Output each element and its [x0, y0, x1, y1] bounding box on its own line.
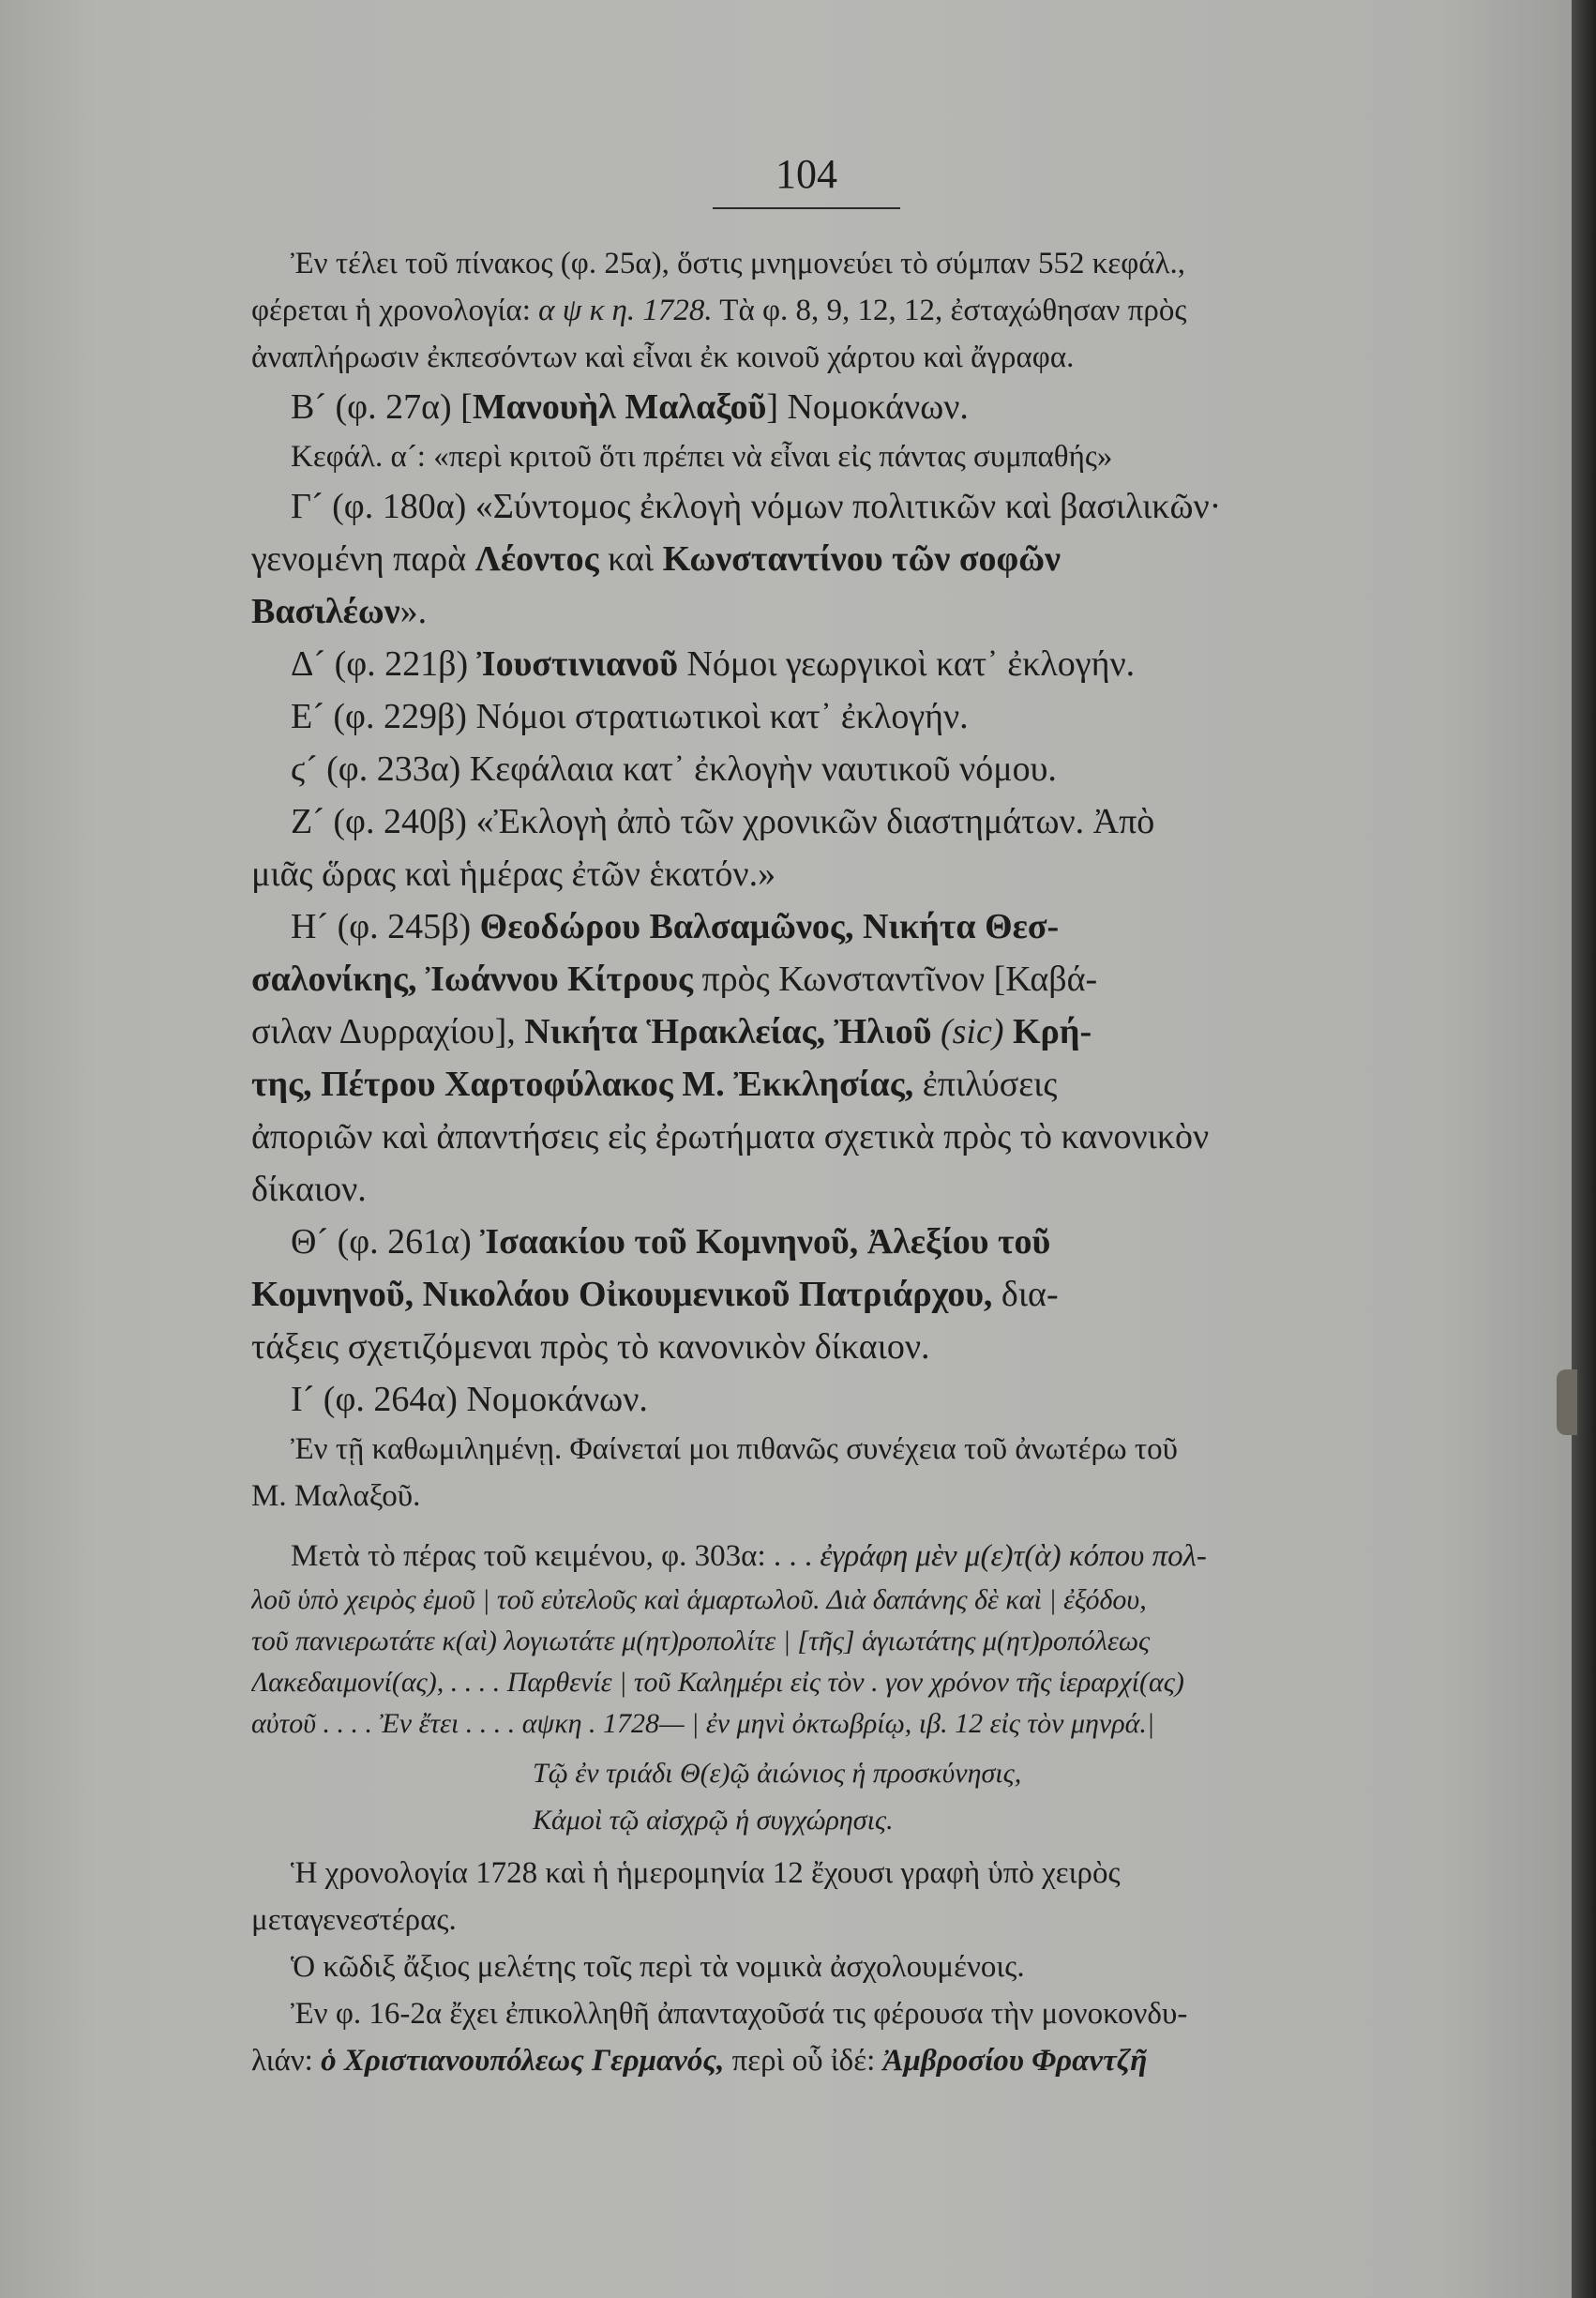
text-run: Ζ´ (φ. 240β) «Ἐκλογὴ ἀπὸ τῶν χρονικῶν διαστημάτων. Ἀπὸ — [291, 802, 1155, 841]
paragraph-gap — [251, 1519, 1373, 1533]
text-run: Μετὰ τὸ πέρας τοῦ κειμένου, φ. 303α: . . . — [291, 1539, 821, 1573]
text-line — [251, 1426, 1373, 1473]
text-line — [251, 900, 1373, 953]
text-run: Νικήτα Ἡρακλείας, Ἠλιοῦ — [524, 1012, 941, 1051]
text-run: τοῦ πανιερωτάτε κ(αὶ) λογιωτάτε μ(ητ)ροπολίτε | [τῆς] ἁγιωτάτης μ(ητ)ροπόλεως — [251, 1625, 1151, 1656]
text-line — [251, 585, 1373, 638]
text-line — [251, 533, 1373, 585]
text-line — [251, 1373, 1373, 1426]
text-line — [251, 1703, 1373, 1745]
text-run: αὐτοῦ . . . . Ἐν ἔτει . . . . αψκη . 1728— | ἐν μηνὶ ὀκτωβρίῳ, ιβ. 12 εἰς τὸν μηνρά.| — [251, 1708, 1155, 1739]
text-line — [251, 1005, 1373, 1058]
verse-line: Τῷ ἐν τριάδι Θ(ε)ῷ ἀιώνιος ἡ προσκύνησις, — [533, 1758, 1022, 1789]
text-run: Κεφάλ. α´: «περὶ κριτοῦ ὅτι πρέπει νὰ εἶναι εἰς πάντας συμπαθής» — [291, 440, 1113, 474]
text-line — [251, 287, 1373, 334]
text-line — [251, 1216, 1373, 1268]
text-run: Ὁ κῶδιξ ἄξιος μελέτης τοῖς περὶ τὰ νομικὰ ἀσχολουμένοις. — [291, 1950, 1025, 1984]
text-line — [251, 1321, 1373, 1373]
text-run: ». — [399, 592, 428, 631]
text-run: πρὸς Κωνσταντῖνον [Καβά- — [693, 960, 1098, 999]
text-run: Λακεδαιμονί(ας), . . . . Παρθενίε | τοῦ Καλημέρι εἰς τὸν . γον χρόνον τῆς ἱεραρχί(ας) — [251, 1667, 1184, 1698]
text-run: καὶ — [598, 539, 663, 579]
text-line — [251, 1990, 1373, 2037]
text-run: τάξεις σχετιζόμεναι πρὸς τὸ κανονικὸν δίκαιον. — [251, 1327, 930, 1367]
text-run: Δ´ (φ. 221β) — [291, 644, 477, 684]
text-run: Ε´ (φ. 229β) Νόμοι στρατιωτικοὶ κατ᾽ ἐκλογήν. — [291, 697, 969, 736]
text-line — [251, 953, 1373, 1005]
text-line — [251, 1268, 1373, 1321]
text-run: λιάν: — [251, 2044, 322, 2078]
text-run: σαλονίκης, Ἰωάννου Κίτρους — [251, 960, 694, 999]
closing-notes — [251, 1850, 1373, 2084]
text-run: Β´ (φ. 27α) [ — [291, 387, 473, 427]
text-run: ἐπιλύσεις — [913, 1065, 1058, 1104]
text-run: Μανουὴλ Μαλαξοῦ — [472, 387, 767, 427]
text-run: (sic) — [940, 1012, 1004, 1051]
text-line — [251, 1897, 1373, 1943]
text-run: περὶ οὗ ἰδέ: — [724, 2044, 883, 2078]
text-run: ἐγράφη μὲν μ(ε)τ(ὰ) κόπου πολ- — [820, 1539, 1207, 1573]
text-run: Ἐν φ. 16-2α ἔχει ἐπικολληθῆ ἀπανταχοῦσά τις φέρουσα τὴν μονοκονδυ- — [291, 1997, 1188, 2031]
body-text — [251, 240, 1373, 2084]
text-run: Μ. Μαλαξοῦ. — [251, 1479, 421, 1513]
text-run: φέρεται ἡ χρονολογία: — [251, 294, 539, 327]
text-run: Γ´ (φ. 180α) «Σύντομος ἐκλογὴ νόμων πολιτικῶν καὶ βασιλικῶν· — [291, 487, 1222, 526]
text-line — [251, 433, 1373, 480]
text-run: Τὰ φ. 8, 9, 12, 12, ἐσταχώθησαν πρὸς — [712, 294, 1187, 327]
text-run: Ἡ χρονολογία 1728 καὶ ἡ ἡμερομηνία 12 ἔχουσι γραφὴ ὑπὸ χειρὸς — [291, 1856, 1121, 1890]
text-run: Κομνηνοῦ, Νικολάου Οἰκουμενικοῦ Πατριάρχου, — [251, 1275, 993, 1314]
text-line — [251, 1533, 1373, 1580]
text-run: γενομένη παρὰ — [251, 539, 475, 579]
text-run: Ἀμβροσίου Φραντζῆ — [882, 2044, 1148, 2078]
text-run: Ἐν τέλει τοῦ πίνακος (φ. 25α), ὅστις μνημονεύει τὸ σύμπαν 552 κεφάλ., — [291, 247, 1186, 280]
text-line — [251, 240, 1373, 287]
text-run: Η´ (φ. 245β) — [291, 907, 480, 946]
text-line — [251, 638, 1373, 690]
text-line — [251, 1850, 1373, 1897]
text-run: Θεοδώρου Βαλσαμῶνος, Νικήτα Θεσ- — [479, 907, 1060, 946]
main-entries — [251, 240, 1373, 1745]
text-line — [251, 795, 1373, 848]
text-run: ἀναπλήρωσιν ἐκπεσόντων καὶ εἶναι ἐκ κοινοῦ χάρτου καὶ ἄγραφα. — [251, 340, 1075, 374]
text-line — [251, 690, 1373, 743]
text-run: Ἐν τῇ καθωμιλημένῃ. Φαίνεταί μοι πιθανῶς συνέχεια τοῦ ἀνωτέρω τοῦ — [291, 1432, 1178, 1466]
text-run: δίκαιον. — [251, 1170, 367, 1209]
text-line — [251, 848, 1373, 900]
text-run: Νόμοι γεωργικοὶ κατ᾽ ἐκλογήν. — [677, 644, 1136, 684]
text-run: Ἰσαακίου τοῦ Κομνηνοῦ, Ἀλεξίου τοῦ — [480, 1222, 1051, 1262]
text-run: Ἰουστινιανοῦ — [476, 644, 678, 684]
page-number: 104 — [775, 151, 837, 197]
text-run: λοῦ ὑπὸ χειρὸς ἐμοῦ | τοῦ εὐτελοῦς καὶ ἁμαρτωλοῦ. Διὰ δαπάνης δὲ καὶ | ἐξόδου, — [251, 1584, 1147, 1615]
text-run: Κωνσταντίνου τῶν σοφῶν — [662, 539, 1061, 579]
text-run: της, Πέτρου Χαρτοφύλακος Μ. Ἐκκλησίας, — [251, 1065, 914, 1104]
text-line — [251, 480, 1373, 533]
text-run: Ι´ (φ. 264α) Νομοκάνων. — [291, 1380, 648, 1419]
text-line — [251, 1662, 1373, 1703]
text-run: ϛ´ (φ. 233α) Κεφάλαια κατ᾽ ἐκλογὴν ναυτικοῦ νόμου. — [291, 749, 1057, 789]
page-header — [713, 150, 900, 209]
text-line — [251, 1058, 1373, 1111]
text-line — [251, 1111, 1373, 1163]
text-run: μεταγενεστέρας. — [251, 1903, 457, 1937]
text-line — [251, 2037, 1373, 2084]
text-run: ] Νομοκάνων. — [766, 387, 969, 427]
book-binding-edge — [1572, 0, 1596, 2298]
text-line — [251, 1473, 1373, 1519]
text-run: Λέοντος — [474, 539, 599, 579]
text-run: ἀποριῶν καὶ ἀπαντήσεις εἰς ἐρωτήματα σχετικὰ πρὸς τὸ κανονικὸν — [251, 1117, 1210, 1157]
text-line — [251, 381, 1373, 433]
text-run: ὁ Χριστιανουπόλεως Γερμανός, — [321, 2044, 725, 2078]
text-run: δια- — [992, 1275, 1059, 1314]
binding-tab — [1557, 1369, 1577, 1435]
text-line — [251, 334, 1373, 381]
text-line — [251, 1943, 1373, 1990]
text-line — [251, 1580, 1373, 1621]
text-run: Κρή- — [1003, 1012, 1092, 1051]
text-line — [251, 1621, 1373, 1662]
text-run: μιᾶς ὥρας καὶ ἡμέρας ἐτῶν ἑκατόν.» — [251, 854, 776, 894]
colophon-verse — [251, 1750, 1373, 1844]
verse-line: Κἀμοὶ τῷ αἰσχρῷ ἡ συγχώρησις. — [533, 1805, 894, 1836]
text-line — [251, 1163, 1373, 1216]
text-run: σιλαν Δυρραχίου], — [251, 1012, 525, 1051]
header-rule — [713, 207, 900, 209]
text-run: Θ´ (φ. 261α) — [291, 1222, 481, 1262]
text-run: α ψ κ η. 1728. — [538, 294, 713, 327]
text-run: Βασιλέων — [251, 592, 400, 631]
text-line — [251, 743, 1373, 795]
